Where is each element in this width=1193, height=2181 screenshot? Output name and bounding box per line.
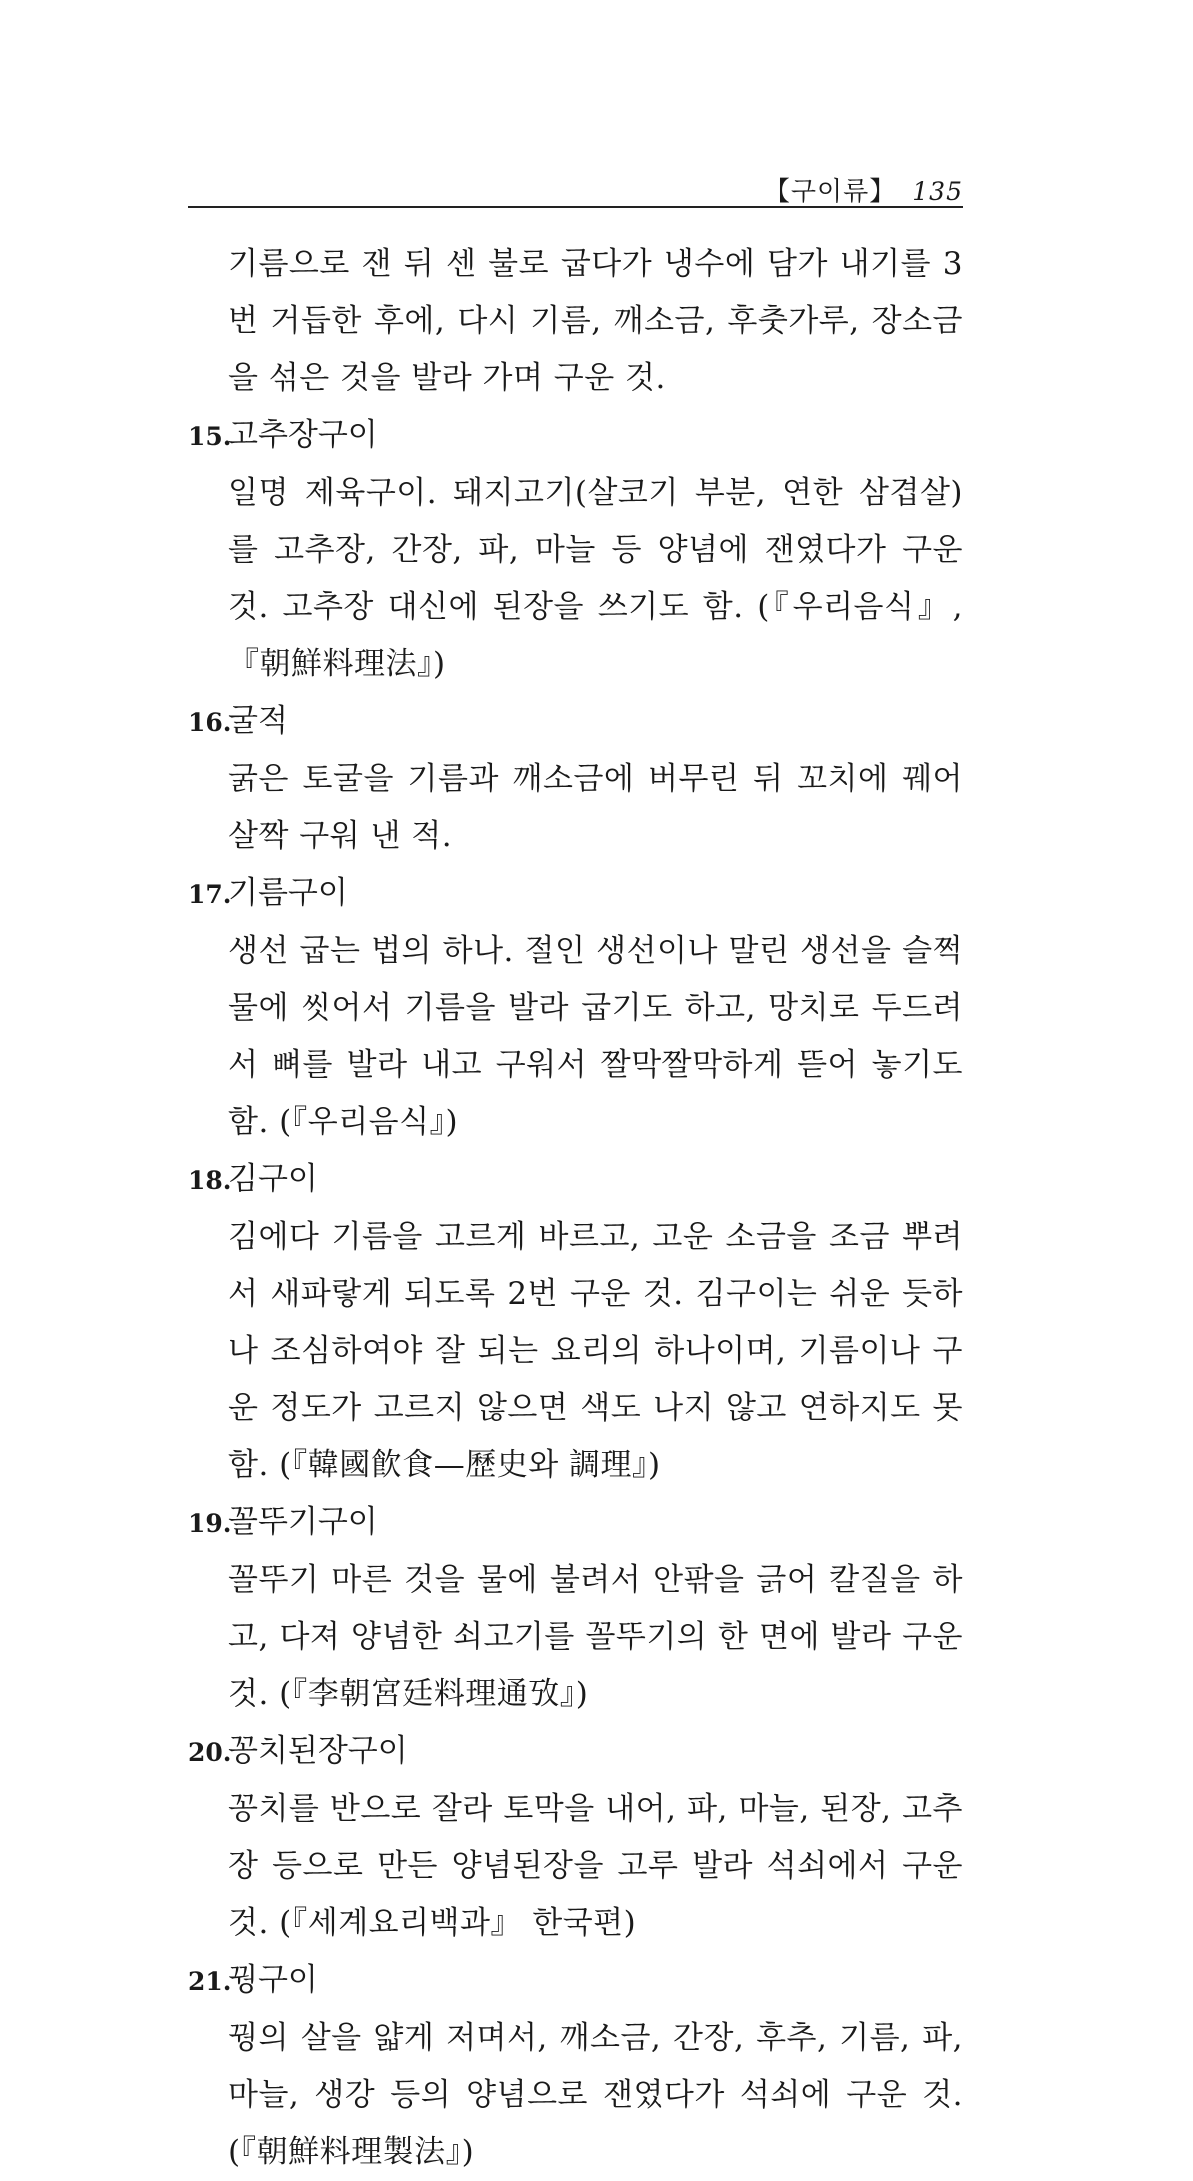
entry-text: 굵은 토굴을 기름과 깨소금에 버무린 뒤 꼬치에 꿰어 살짝 구워 낸 적. <box>228 761 963 854</box>
entry-title: 꿩구이 <box>228 1962 318 1998</box>
entry-title: 꼴뚜기구이 <box>228 1504 378 1540</box>
entry-number: 16. <box>188 708 232 737</box>
entry-title: 기름구이 <box>228 875 348 911</box>
entry-16 <box>188 693 963 865</box>
entry-heading <box>188 1723 963 1781</box>
running-header <box>188 171 963 207</box>
body-text <box>188 236 963 2181</box>
entry-text: 김에다 기름을 고르게 바르고, 고운 소금을 조금 뿌려서 새파랗게 되도록 2번 구운 것. 김구이는 쉬운 듯하나 조심하여야 잘 되는 요리의 하나이며, 기름이나 구운 정도가 고르지 않으면 색도 나지 않고 연하지도 못함. (『韓國飮食—歷史와 調理』) <box>228 1219 963 1483</box>
entry-heading <box>188 1151 963 1209</box>
entry-number: 17. <box>188 880 232 909</box>
page-number: 135 <box>912 177 963 206</box>
entry-heading <box>188 407 963 465</box>
entry-number: 19. <box>188 1509 232 1538</box>
entry-title: 꽁치된장구이 <box>228 1733 408 1769</box>
entry-title: 고추장구이 <box>228 417 378 453</box>
entry-number: 20. <box>188 1738 232 1767</box>
entry-heading <box>188 1494 963 1552</box>
entry-text: 꽁치를 반으로 잘라 토막을 내어, 파, 마늘, 된장, 고추장 등으로 만든 양념된장을 고루 발라 석쇠에서 구운 것. (『세계요리백과』 한국편) <box>228 1791 963 1941</box>
entry-number: 18. <box>188 1166 232 1195</box>
entry-20 <box>188 1723 963 1952</box>
header-rule <box>188 206 963 208</box>
entry-text: 생선 굽는 법의 하나. 절인 생선이나 말린 생선을 슬쩍 물에 씻어서 기름을 발라 굽기도 하고, 망치로 두드려서 뼈를 발라 내고 구워서 짤막짤막하게 뜯어 놓기도 함. (『우리음식』) <box>228 933 963 1140</box>
continuation-paragraph: 기름으로 잰 뒤 센 불로 굽다가 냉수에 담가 내기를 3번 거듭한 후에, 다시 기름, 깨소금, 후춧가루, 장소금을 섞은 것을 발라 가며 구운 것. <box>228 246 963 396</box>
entry-number: 15. <box>188 422 232 451</box>
section-tag: 【구이류】 <box>763 177 897 207</box>
entry-17 <box>188 865 963 1151</box>
entry-text: 꼴뚜기 마른 것을 물에 불려서 안팎을 긁어 칼질을 하고, 다져 양념한 쇠고기를 꼴뚜기의 한 면에 발라 구운 것. (『李朝宮廷料理通攷』) <box>228 1562 963 1712</box>
entry-19 <box>188 1494 963 1723</box>
entry-title: 굴적 <box>228 703 288 739</box>
entry-number: 21. <box>188 1967 232 1996</box>
entry-15 <box>188 407 963 693</box>
entry-18 <box>188 1151 963 1494</box>
entry-heading <box>188 693 963 751</box>
entry-21 <box>188 1952 963 2181</box>
entry-text: 일명 제육구이. 돼지고기(살코기 부분, 연한 삼겹살)를 고추장, 간장, 파, 마늘 등 양념에 잰였다가 구운 것. 고추장 대신에 된장을 쓰기도 함. (『우리음식』, 『朝鮮料理法』) <box>228 475 963 682</box>
entry-text: 꿩의 살을 얇게 저며서, 깨소금, 간장, 후추, 기름, 파, 마늘, 생강 등의 양념으로 잰였다가 석쇠에 구운 것. (『朝鮮料理製法』) <box>228 2020 963 2170</box>
entry-title: 김구이 <box>228 1161 318 1197</box>
entry-heading <box>188 865 963 923</box>
entry-heading <box>188 1952 963 2010</box>
